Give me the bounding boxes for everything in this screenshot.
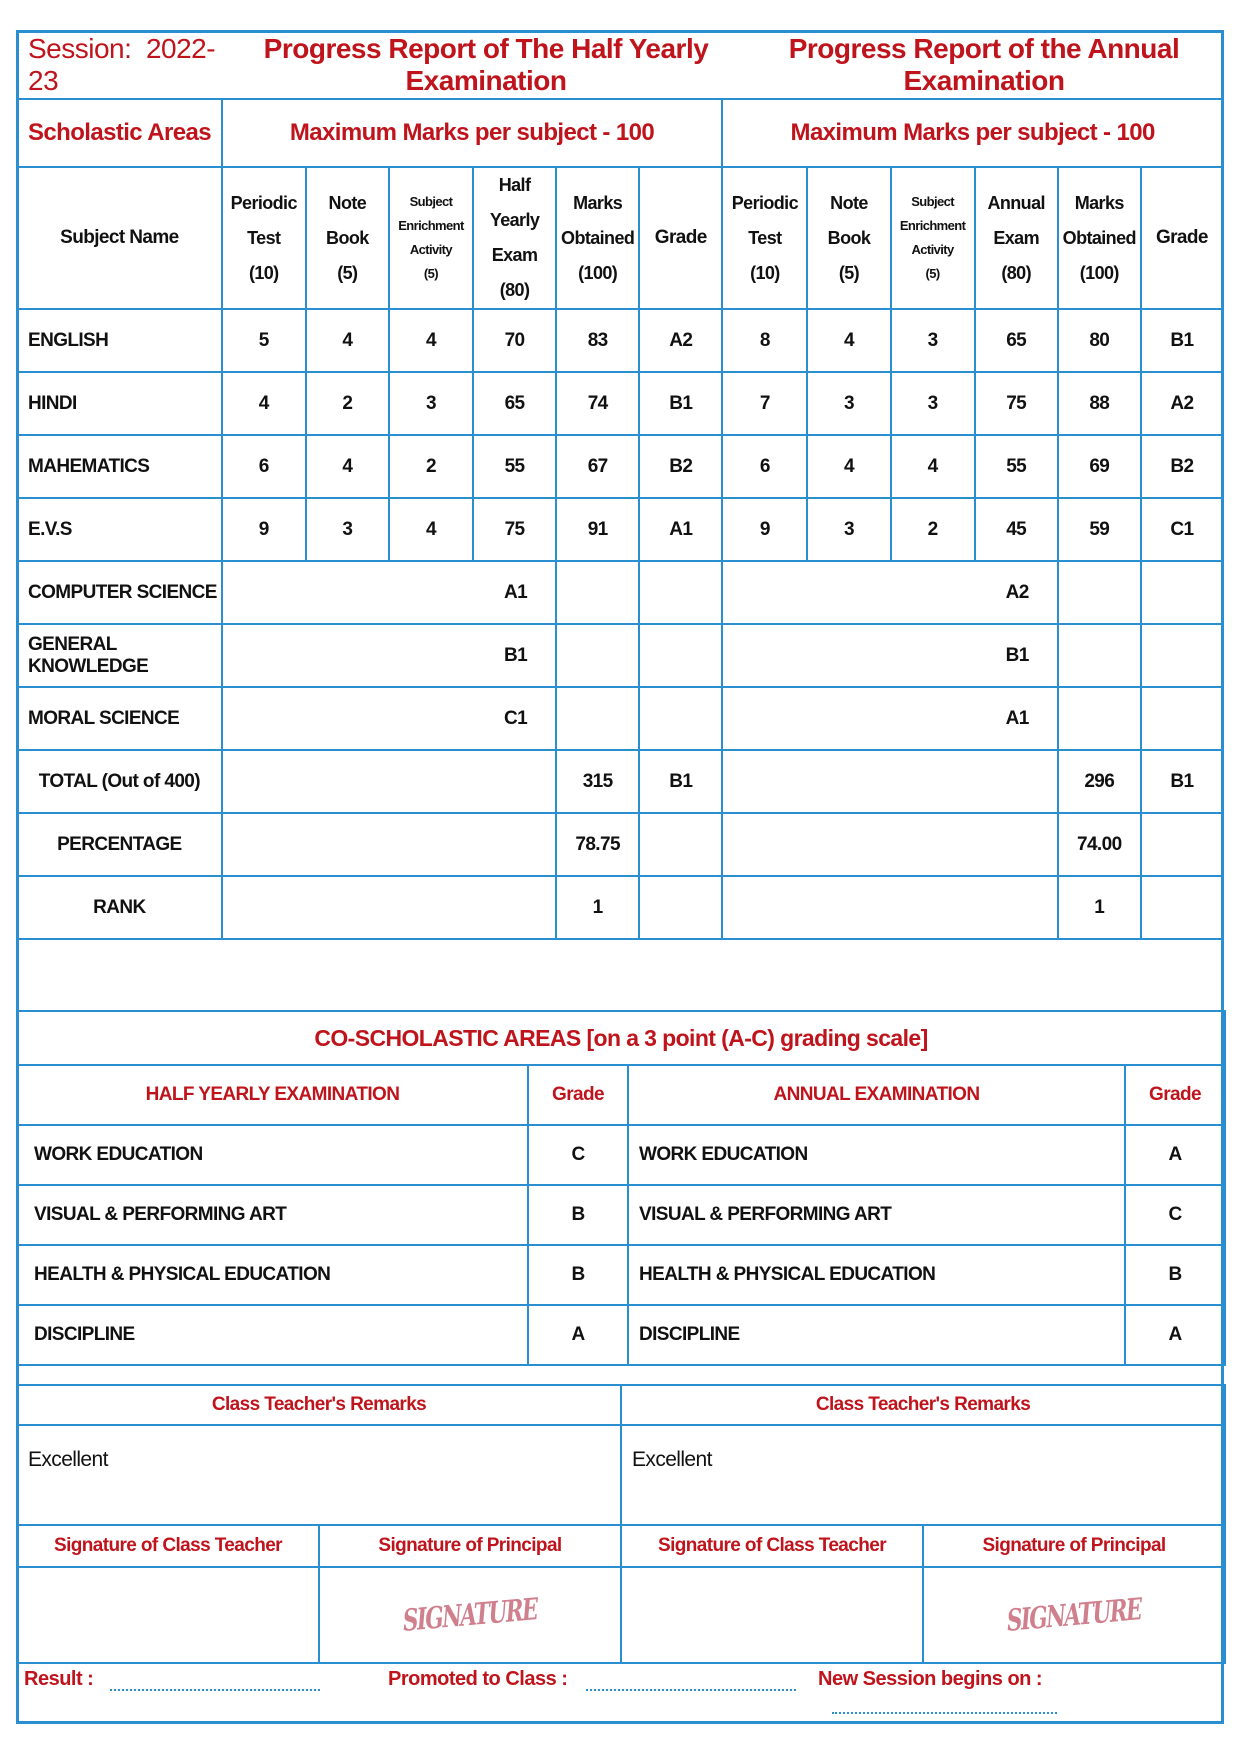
half-mark-cell: 55	[473, 435, 556, 498]
co-annual-area: WORK EDUCATION	[628, 1125, 1125, 1185]
total-half-marks: 315	[556, 750, 639, 813]
annual-remarks-text: Excellent	[621, 1425, 1225, 1525]
annual-mark-cell: 80	[1058, 309, 1141, 372]
half-title: Progress Report of The Half Yearly Examination	[226, 31, 746, 99]
half-mark-cell: 2	[306, 372, 389, 435]
percentage-label: PERCENTAGE	[17, 813, 222, 876]
subject-row	[17, 372, 1223, 435]
subject-row	[17, 435, 1223, 498]
promoted-line[interactable]	[586, 1679, 796, 1691]
annual-mark-cell: 75	[975, 372, 1058, 435]
promoted-field	[388, 1668, 796, 1691]
session-cell	[17, 31, 226, 99]
rank-row	[17, 876, 1223, 939]
annual-mark-cell: 3	[891, 309, 975, 372]
co-annual-grade: C	[1125, 1185, 1225, 1245]
annual-mark-cell: A2	[1141, 372, 1223, 435]
grade-subject-row	[17, 687, 1223, 750]
annual-mark-cell: 9	[722, 498, 807, 561]
half-mark-cell: 4	[222, 372, 306, 435]
annual-grade-cell: B1	[722, 624, 1057, 687]
half-remarks-header: Class Teacher's Remarks	[17, 1385, 621, 1425]
annual-title: Progress Report of the Annual Examination	[746, 31, 1223, 99]
total-annual-grade: B1	[1141, 750, 1223, 813]
co-scholastic-row	[17, 1125, 1225, 1185]
total-half-grade: B1	[639, 750, 722, 813]
annual-mark-cell: 69	[1058, 435, 1141, 498]
half-mark-cell: 4	[306, 435, 389, 498]
co-scholastic-title: CO-SCHOLASTIC AREAS [on a 3 point (A-C) grading scale]	[17, 1011, 1225, 1065]
co-half-grade: B	[528, 1245, 628, 1305]
half-mark-cell: 67	[556, 435, 639, 498]
half-teacher-sign-box	[17, 1567, 319, 1663]
half-mark-cell: 6	[222, 435, 306, 498]
subject-name: COMPUTER SCIENCE	[17, 561, 222, 624]
column-header-row	[17, 167, 1223, 309]
total-label: TOTAL (Out of 400)	[17, 750, 222, 813]
subject-name: MAHEMATICS	[17, 435, 222, 498]
subject-name: HINDI	[17, 372, 222, 435]
half-grade-cell: A1	[222, 561, 556, 624]
half-principal-sign-box	[319, 1567, 621, 1663]
new-session-line[interactable]	[832, 1702, 1057, 1714]
result-line[interactable]	[110, 1679, 320, 1691]
co-half-area: VISUAL & PERFORMING ART	[17, 1185, 528, 1245]
annual-mark-cell: 55	[975, 435, 1058, 498]
annual-mark-cell: B2	[1141, 435, 1223, 498]
annual-mark-cell: 88	[1058, 372, 1141, 435]
annual-teacher-sign-label: Signature of Class Teacher	[621, 1525, 923, 1567]
half-remarks-text: Excellent	[17, 1425, 621, 1525]
co-scholastic-row	[17, 1245, 1225, 1305]
half-mark-cell: 3	[389, 372, 473, 435]
result-label: Result :	[24, 1668, 94, 1690]
annual-mark-cell: 65	[975, 309, 1058, 372]
annual-mark-cell: 59	[1058, 498, 1141, 561]
scholastic-areas-label: Scholastic Areas	[17, 99, 222, 167]
annual-mo-header: Marks Obtained (100)	[1058, 167, 1141, 309]
annual-mark-cell: 7	[722, 372, 807, 435]
annual-exam-header: Annual Exam (80)	[975, 167, 1058, 309]
annual-mark-cell: B1	[1141, 309, 1223, 372]
rank-label: RANK	[17, 876, 222, 939]
co-half-grade: C	[528, 1125, 628, 1185]
annual-sea-header: Subject Enrichment Activity (5)	[891, 167, 975, 309]
co-scholastic-row	[17, 1185, 1225, 1245]
new-session-field	[818, 1668, 1240, 1714]
annual-teacher-sign-box	[621, 1567, 923, 1663]
title-table	[16, 30, 1224, 100]
half-mark-cell: 9	[222, 498, 306, 561]
half-mark-cell: 2	[389, 435, 473, 498]
half-sea-header: Subject Enrichment Activity (5)	[389, 167, 473, 309]
result-field	[24, 1668, 320, 1691]
half-mark-cell: 3	[306, 498, 389, 561]
half-mark-cell: 91	[556, 498, 639, 561]
half-mark-cell: 83	[556, 309, 639, 372]
co-scholastic-row	[17, 1305, 1225, 1365]
co-half-header: HALF YEARLY EXAMINATION	[17, 1065, 528, 1125]
half-nb-header: Note Book (5)	[306, 167, 389, 309]
session-value: 2022-23	[28, 33, 216, 96]
co-annual-grade: A	[1125, 1125, 1225, 1185]
annual-nb-header: Note Book (5)	[807, 167, 890, 309]
co-annual-header: ANNUAL EXAMINATION	[628, 1065, 1125, 1125]
subject-row	[17, 309, 1223, 372]
annual-principal-sign-label: Signature of Principal	[923, 1525, 1225, 1567]
subject-name: GENERAL KNOWLEDGE	[17, 624, 222, 687]
annual-mark-cell: 4	[891, 435, 975, 498]
co-annual-grade: A	[1125, 1305, 1225, 1365]
percentage-row	[17, 813, 1223, 876]
co-half-grade-header: Grade	[528, 1065, 628, 1125]
co-annual-grade: B	[1125, 1245, 1225, 1305]
annual-pt-header: Periodic Test (10)	[722, 167, 807, 309]
subject-row	[17, 498, 1223, 561]
annual-mark-cell: 8	[722, 309, 807, 372]
half-mark-cell: 74	[556, 372, 639, 435]
session-label: Session:	[28, 33, 132, 64]
max-marks-half: Maximum Marks per subject - 100	[222, 99, 723, 167]
annual-grade-cell: A1	[722, 687, 1057, 750]
half-mo-header: Marks Obtained (100)	[556, 167, 639, 309]
half-principal-sign-label: Signature of Principal	[319, 1525, 621, 1567]
half-mark-cell: B2	[639, 435, 722, 498]
half-mark-cell: 4	[389, 309, 473, 372]
annual-grade-cell: A2	[722, 561, 1057, 624]
half-pt-header: Periodic Test (10)	[222, 167, 306, 309]
subject-name-header: Subject Name	[17, 167, 222, 309]
principal-signature-stamp: SIGNATURE	[402, 1591, 538, 1639]
half-grade-cell: B1	[222, 624, 556, 687]
new-session-label: New Session begins on :	[818, 1668, 1043, 1690]
co-scholastic-table	[16, 1010, 1226, 1366]
principal-signature-stamp: SIGNATURE	[1006, 1591, 1142, 1639]
annual-mark-cell: 2	[891, 498, 975, 561]
co-half-area: HEALTH & PHYSICAL EDUCATION	[17, 1245, 528, 1305]
half-mark-cell: 70	[473, 309, 556, 372]
annual-mark-cell: 45	[975, 498, 1058, 561]
percentage-half: 78.75	[556, 813, 639, 876]
remarks-table	[16, 1384, 1226, 1664]
annual-mark-cell: 3	[807, 372, 890, 435]
annual-mark-cell: C1	[1141, 498, 1223, 561]
annual-mark-cell: 3	[891, 372, 975, 435]
co-annual-grade-header: Grade	[1125, 1065, 1225, 1125]
co-annual-area: HEALTH & PHYSICAL EDUCATION	[628, 1245, 1125, 1305]
half-mark-cell: 65	[473, 372, 556, 435]
total-row	[17, 750, 1223, 813]
rank-half: 1	[556, 876, 639, 939]
annual-mark-cell: 6	[722, 435, 807, 498]
promoted-label: Promoted to Class :	[388, 1668, 568, 1690]
half-mark-cell: 4	[389, 498, 473, 561]
max-marks-annual: Maximum Marks per subject - 100	[722, 99, 1223, 167]
annual-mark-cell: 4	[807, 435, 890, 498]
grade-subject-row	[17, 624, 1223, 687]
half-teacher-sign-label: Signature of Class Teacher	[17, 1525, 319, 1567]
co-annual-area: DISCIPLINE	[628, 1305, 1125, 1365]
co-annual-area: VISUAL & PERFORMING ART	[628, 1185, 1125, 1245]
annual-mark-cell: 3	[807, 498, 890, 561]
co-half-grade: A	[528, 1305, 628, 1365]
annual-principal-sign-box	[923, 1567, 1225, 1663]
scholastic-table	[16, 98, 1224, 940]
subject-name: E.V.S	[17, 498, 222, 561]
total-annual-marks: 296	[1058, 750, 1141, 813]
subject-name: MORAL SCIENCE	[17, 687, 222, 750]
co-half-area: DISCIPLINE	[17, 1305, 528, 1365]
half-mark-cell: 75	[473, 498, 556, 561]
half-mark-cell: B1	[639, 372, 722, 435]
co-half-grade: B	[528, 1185, 628, 1245]
half-mark-cell: 5	[222, 309, 306, 372]
annual-remarks-header: Class Teacher's Remarks	[621, 1385, 1225, 1425]
co-half-area: WORK EDUCATION	[17, 1125, 528, 1185]
rank-annual: 1	[1058, 876, 1141, 939]
grade-subject-row	[17, 561, 1223, 624]
half-exam-header: Half Yearly Exam (80)	[473, 167, 556, 309]
half-mark-cell: A1	[639, 498, 722, 561]
half-grade-header: Grade	[639, 167, 722, 309]
percentage-annual: 74.00	[1058, 813, 1141, 876]
annual-grade-header: Grade	[1141, 167, 1223, 309]
subject-name: ENGLISH	[17, 309, 222, 372]
half-mark-cell: 4	[306, 309, 389, 372]
half-grade-cell: C1	[222, 687, 556, 750]
half-mark-cell: A2	[639, 309, 722, 372]
annual-mark-cell: 4	[807, 309, 890, 372]
